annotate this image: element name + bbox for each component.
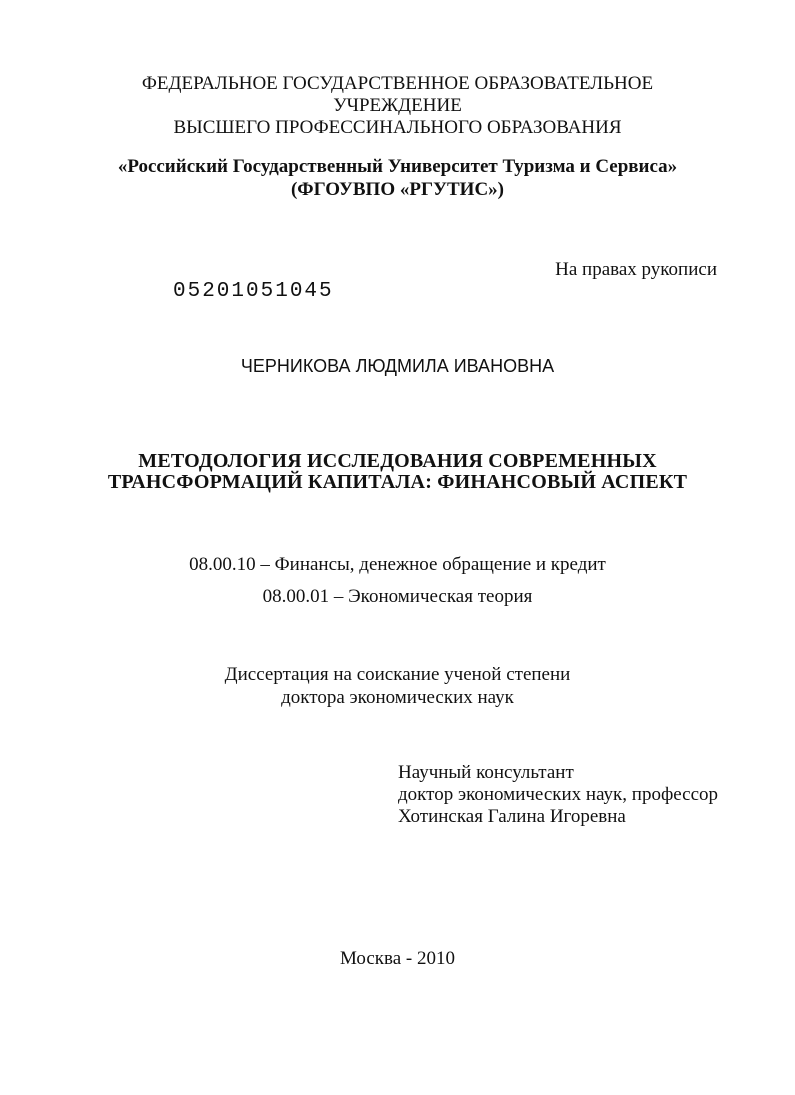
degree-line-2: доктора экономических наук	[281, 687, 514, 708]
university-name: «Российский Государственный Университет Туризма и Сервиса»	[117, 156, 678, 177]
specialty-code-2: 08.00.01 – Экономическая теория	[262, 586, 533, 607]
consultant-credentials: доктор экономических наук, профессор	[398, 784, 719, 805]
specialty-code-1: 08.00.10 – Финансы, денежное обращение и кредит	[189, 554, 606, 575]
registration-number: 05201051045	[173, 280, 334, 303]
university-abbreviation: (ФГОУВПО «РГУТИС»)	[290, 179, 505, 200]
degree-line-1: Диссертация на соискание ученой степени	[224, 664, 571, 685]
dissertation-title-line-1: МЕТОДОЛОГИЯ ИССЛЕДОВАНИЯ СОВРЕМЕННЫХ	[138, 450, 657, 472]
institution-line-3: ВЫСШЕГО ПРОФЕССИНАЛЬНОГО ОБРАЗОВАНИЯ	[173, 117, 622, 138]
consultant-label: Научный консультант	[398, 762, 574, 783]
manuscript-note: На правах рукописи	[555, 259, 717, 280]
institution-line-2: УЧРЕЖДЕНИЕ	[333, 95, 462, 116]
institution-line-1: ФЕДЕРАЛЬНОЕ ГОСУДАРСТВЕННОЕ ОБРАЗОВАТЕЛЬНОЕ	[141, 73, 654, 94]
consultant-name: Хотинская Галина Игоревна	[398, 806, 626, 827]
city-year: Москва - 2010	[339, 948, 456, 969]
dissertation-title-line-2: ТРАНСФОРМАЦИЙ КАПИТАЛА: ФИНАНСОВЫЙ АСПЕКТ	[107, 471, 688, 493]
author-name: ЧЕРНИКОВА ЛЮДМИЛА ИВАНОВНА	[240, 356, 555, 376]
